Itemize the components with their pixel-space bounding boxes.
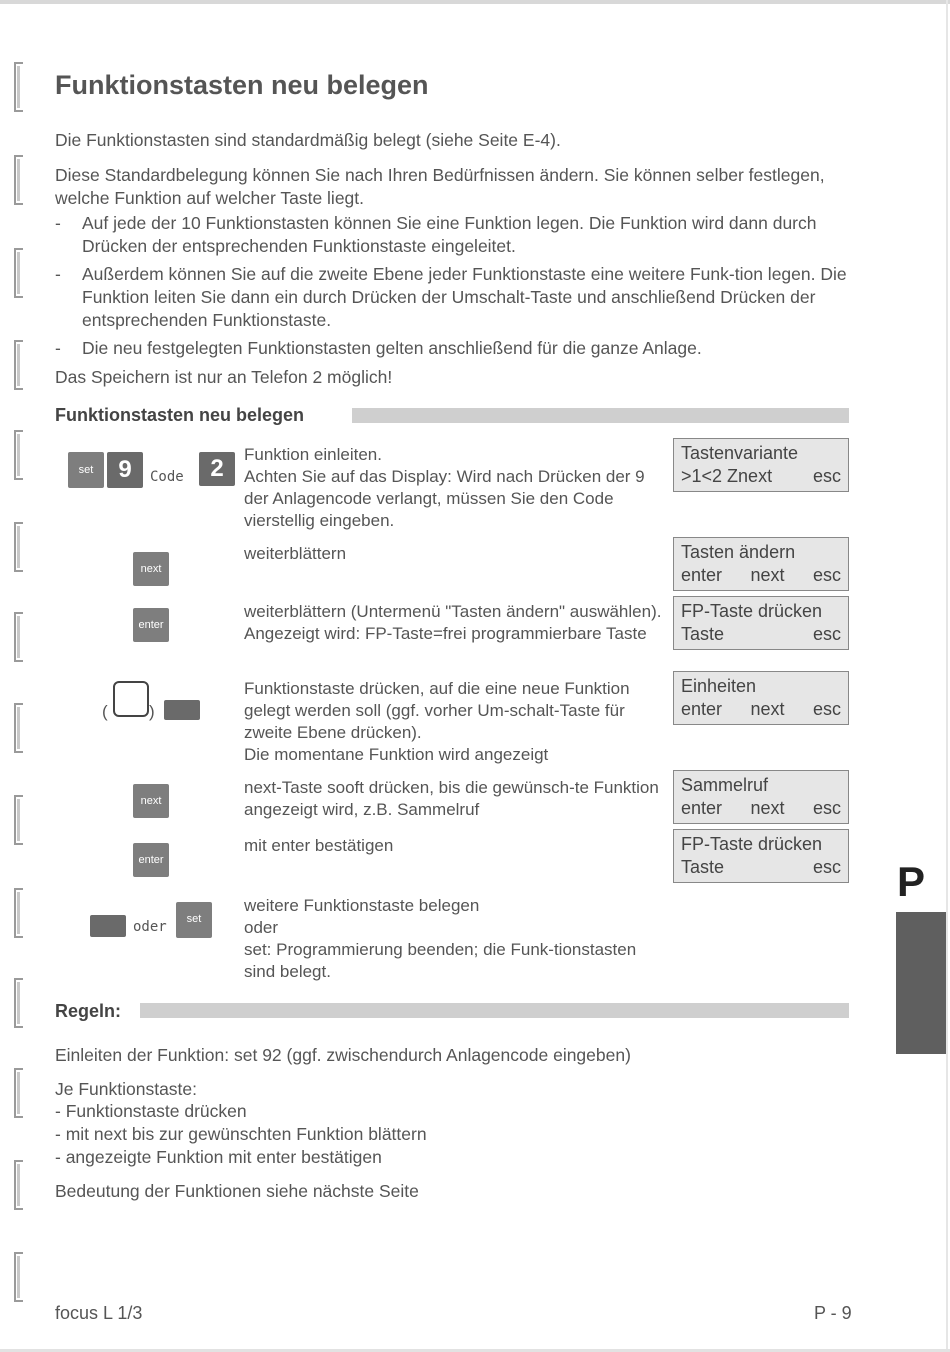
step-text-1: Funktion einleiten. Achten Sie auf das Display: Wird nach Drücken der 9 der Anlagencode verlangt, müssen Sie den Code vierstellig eingeben.	[244, 445, 645, 530]
section-bar	[140, 1003, 849, 1018]
display-left: enter	[681, 565, 723, 585]
display-left: enter	[681, 798, 723, 818]
display-right: esc	[812, 798, 841, 818]
page-title: Funktionstasten neu belegen	[55, 70, 429, 100]
function-key-icon	[90, 915, 126, 937]
margin-mark	[14, 795, 23, 845]
enter-key-icon: enter	[133, 843, 169, 877]
function-key-icon	[164, 700, 200, 720]
display-box-sammelruf	[673, 770, 849, 824]
next-key-icon: next	[133, 552, 169, 586]
paren-close: )	[149, 702, 155, 721]
bullet-item-1	[55, 212, 855, 258]
nine-key-icon: 9	[107, 452, 143, 488]
bullet-dash: -	[55, 338, 61, 358]
display-box-fp-taste	[673, 596, 849, 650]
intro-paragraph-1: Die Funktionstasten sind standardmäßig belegt (siehe Seite E-4).	[55, 130, 561, 150]
display-right: esc	[812, 624, 841, 644]
display-line-1: FP-Taste drücken	[681, 834, 823, 854]
display-mid: next	[750, 798, 785, 818]
display-mid: next	[738, 466, 773, 486]
shift-key-icon	[113, 681, 149, 717]
display-left: Taste	[681, 857, 725, 877]
rules-heading: Je Funktionstaste:	[55, 1079, 198, 1099]
display-box-tasten-aendern	[673, 537, 849, 591]
display-box-tastenvariante	[673, 438, 849, 492]
set-key-icon: set	[176, 902, 212, 938]
right-border	[946, 0, 948, 1352]
display-right: esc	[812, 466, 841, 486]
bullet-item-2	[55, 263, 855, 332]
bullet-dash: -	[55, 213, 61, 233]
display-left: >1<2 Z	[681, 466, 739, 486]
margin-mark	[14, 978, 23, 1028]
code-label: Code	[150, 469, 184, 485]
chapter-tab-block	[896, 912, 946, 1054]
margin-mark	[14, 62, 23, 112]
display-line-1: FP-Taste drücken	[681, 601, 823, 621]
display-mid: next	[750, 565, 785, 585]
bullet-text: Die neu festgelegten Funktionstasten gelten anschließend für die ganze Anlage.	[82, 338, 702, 358]
top-border	[0, 0, 950, 4]
display-box-fp-taste-2	[673, 829, 849, 883]
step-text-6: mit enter bestätigen	[244, 836, 394, 855]
chapter-tab-letter: P	[897, 858, 926, 905]
margin-mark	[14, 1068, 23, 1118]
section-bar	[352, 408, 849, 423]
display-line-1: Sammelruf	[681, 775, 769, 795]
bullet-text: Außerdem können Sie auf die zweite Ebene jeder Funktionstaste eine weitere Funk-tion legen. Die Funktion leiten Sie dann ein durch Drücken der Umschalt-Taste und anschließend Drücken der entsprechenden Funktionstaste.	[82, 264, 847, 330]
margin-mark	[14, 888, 23, 938]
display-line-1: Einheiten	[681, 676, 757, 696]
margin-mark	[14, 1160, 23, 1210]
display-right: esc	[812, 565, 841, 585]
display-mid: next	[750, 699, 785, 719]
set-key-icon: set	[68, 452, 104, 488]
display-line-1: Tastenvariante	[681, 443, 799, 463]
display-line-1: Tasten ändern	[681, 542, 796, 562]
section-heading-funktionstasten: Funktionstasten neu belegen	[55, 405, 305, 425]
intro-paragraph-2: Diese Standardbelegung können Sie nach Ihren Bedürfnissen ändern. Sie können selber festlegen, welche Funktion auf welcher Taste liegt.	[55, 165, 825, 208]
bullet-text: Auf jede der 10 Funktionstasten können Sie eine Funktion legen. Die Funktion wird dann durch Drücken der entsprechenden Funktionstaste eingeleitet.	[82, 213, 817, 256]
margin-mark	[14, 430, 23, 480]
step-text-4: Funktionstaste drücken, auf die eine neue Funktion gelegt werden soll (ggf. vorher Um-schalt-Taste für zweite Ebene drücken). Die momentane Funktion wird angezeigt	[244, 679, 630, 764]
display-box-einheiten	[673, 671, 849, 725]
rules-intro: Einleiten der Funktion: set 92 (ggf. zwischendurch Anlagencode eingeben)	[55, 1045, 631, 1065]
display-left: enter	[681, 699, 723, 719]
step-text-3: weiterblättern (Untermenü "Tasten ändern" auswählen). Angezeigt wird: FP-Taste=frei programmierbare Taste	[244, 602, 662, 643]
bullet-dash: -	[55, 264, 61, 284]
step-text-2: weiterblättern	[244, 544, 347, 563]
oder-label: oder	[133, 919, 167, 935]
margin-mark	[14, 522, 23, 572]
bullet-item-3	[55, 337, 855, 360]
display-right: esc	[812, 857, 841, 877]
margin-mark	[14, 248, 23, 298]
margin-mark	[14, 155, 23, 205]
step-text-5: next-Taste sooft drücken, bis die gewünsch-te Funktion angezeigt wird, z.B. Sammelruf	[244, 778, 659, 819]
enter-key-icon: enter	[133, 608, 169, 642]
display-left: Taste	[681, 624, 725, 644]
section-heading-regeln: Regeln:	[55, 1001, 122, 1021]
margin-mark	[14, 340, 23, 390]
rules-item: - Funktionstaste drücken	[55, 1101, 247, 1121]
paren-open: (	[102, 702, 108, 721]
footer-page-number: P - 9	[814, 1303, 852, 1323]
display-right: esc	[812, 699, 841, 719]
rules-last: Bedeutung der Funktionen siehe nächste Seite	[55, 1181, 419, 1201]
step-text-7: weitere Funktionstaste belegen oder set: Programmierung beenden; die Funk-tionstasten sind belegt.	[244, 896, 637, 981]
margin-mark	[14, 703, 23, 753]
rules-item: - mit next bis zur gewünschten Funktion blättern	[55, 1124, 427, 1144]
footer-product: focus L 1/3	[55, 1303, 143, 1323]
rules-item: - angezeigte Funktion mit enter bestätigen	[55, 1147, 382, 1167]
two-key-icon: 2	[199, 452, 235, 486]
margin-mark	[14, 612, 23, 662]
next-key-icon: next	[133, 784, 169, 818]
note-text: Das Speichern ist nur an Telefon 2 möglich!	[55, 367, 393, 387]
margin-mark	[14, 1252, 23, 1302]
